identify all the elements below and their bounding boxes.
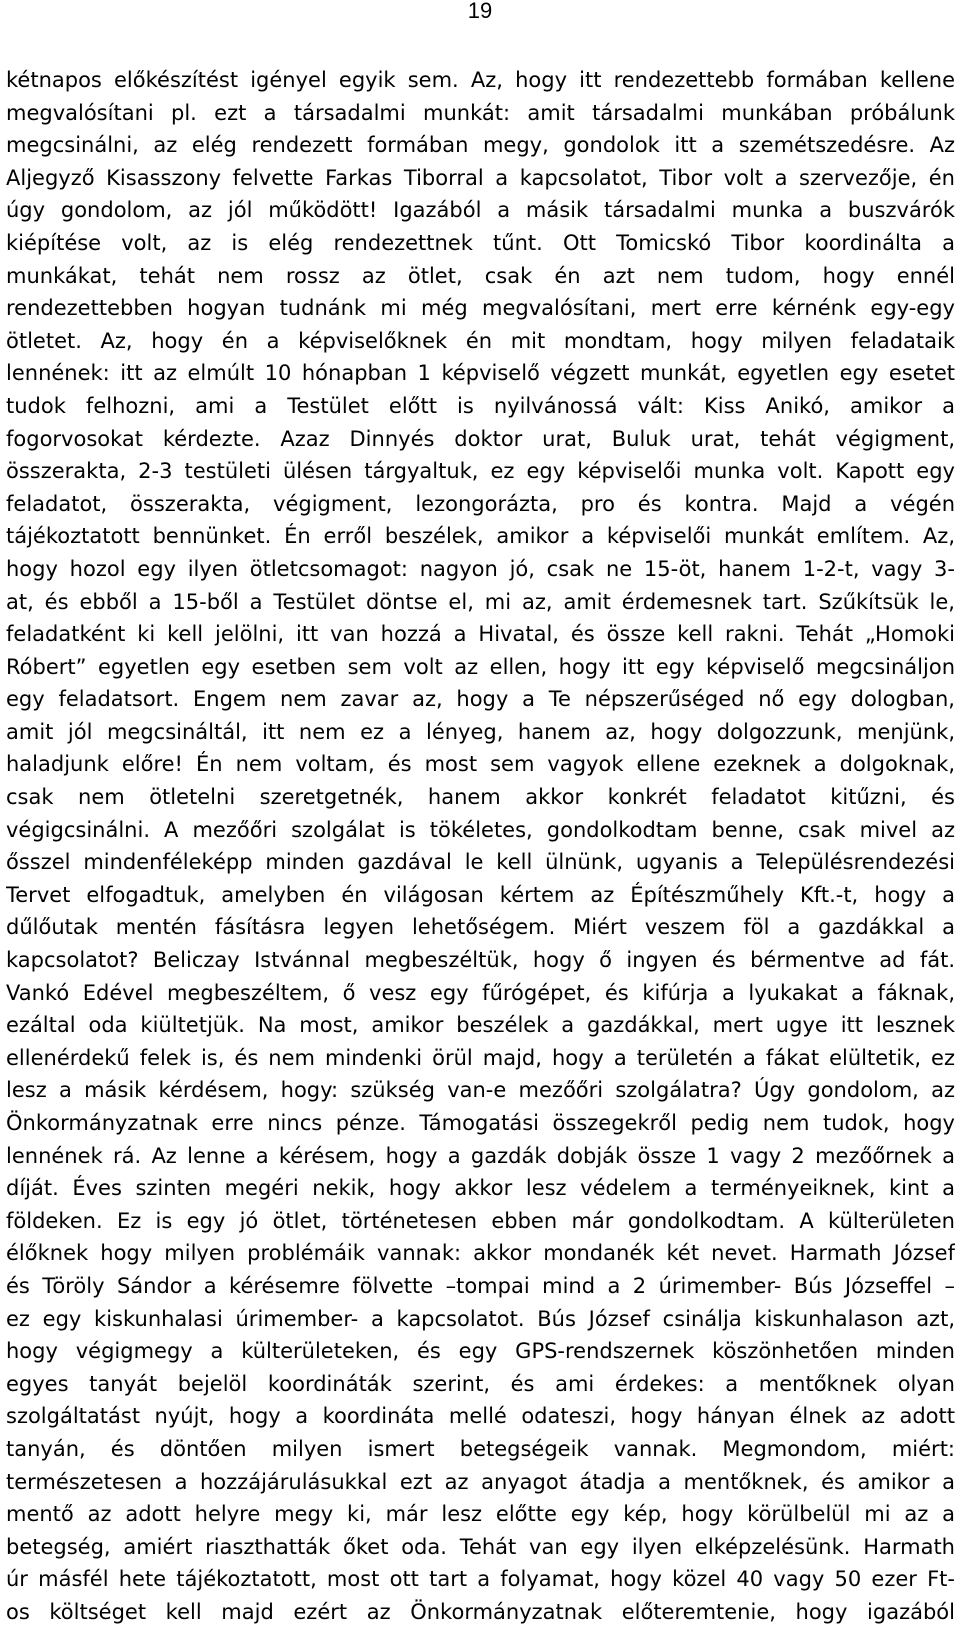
text-line: Aljegyző Kisasszony felvette Farkas Tiborral a kapcsolatot, Tibor volt a szervezője, én: [6, 165, 955, 190]
text-line: hogy hozol egy ilyen ötletcsomagot: nagyon jó, csak ne 15-öt, hanem 1-2-t, vagy 3-: [6, 556, 955, 581]
text-line: élőknek hogy milyen problémáik vannak: akkor mondanék két nevet. Harmath József: [6, 1241, 955, 1266]
text-line: csak nem ötletelni szeretgetnék, hanem akkor konkrét feladatot kitűzni, és: [6, 785, 955, 810]
text-line: természetesen a hozzájárulásukkal ezt az anyagot átadja a mentőknek, és amikor a: [6, 1469, 955, 1494]
text-line: tanyán, és döntően milyen ismert betegségeik vannak. Megmondom, miért:: [6, 1436, 955, 1461]
text-line: kiépítése volt, az is elég rendezettnek tűnt. Ott Tomicskó Tibor koordinálta a: [6, 230, 955, 255]
text-line: egyes tanyát bejelöl koordináták szerint, és ami érdekes: a mentőknek olyan: [6, 1371, 955, 1396]
text-line: tájékoztatott bennünket. Én erről beszélek, amikor a képviselői munkát említem. Az,: [6, 524, 955, 549]
text-line: mentő az adott helyre megy ki, már lesz előtte egy kép, hogy körülbelül mi az a: [6, 1502, 955, 1527]
text-line: munkákat, tehát nem rossz az ötlet, csak én azt nem tudom, hogy ennél: [6, 263, 955, 288]
text-line: Vankó Edével megbeszéltem, ő vesz egy fűrógépet, és kifúrja a lyukakat a fáknak,: [6, 980, 955, 1005]
text-line: ötletet. Az, hogy én a képviselőknek én mit mondtam, hogy milyen feladataik: [6, 328, 955, 353]
text-line: összerakta, 2-3 testületi ülésen tárgyaltuk, ez egy képviselői munka volt. Kapott egy: [6, 459, 955, 484]
text-line: megcsinálni, az elég rendezett formában megy, gondolok itt a szemétszedésre. Az: [6, 133, 955, 158]
text-line: amit jól megcsináltál, itt nem ez a lényeg, hanem az, hogy dolgozzunk, menjünk,: [6, 719, 955, 744]
text-line: végigcsinálni. A mezőőri szolgálat is tökéletes, gondolkodtam benne, csak mivel az: [6, 817, 955, 842]
text-line: lesz a másik kérdésem, hogy: szükség van-e mezőőri szolgálatra? Úgy gondolom, az: [6, 1078, 955, 1103]
text-line: Önkormányzatnak erre nincs pénze. Támogatási összegekről pedig nem tudok, hogy: [6, 1111, 955, 1135]
text-line: úr másfél hete tájékoztatott, most ott tart a folyamat, hogy közel 40 vagy 50 ezer Ft-: [6, 1567, 955, 1592]
text-line: Tervet elfogadtuk, amelyben én világosan kértem az Építészműhely Kft.-t, hogy a: [6, 882, 955, 907]
text-line: betegség, amiért riaszthatták őket oda. Tehát van egy ilyen elképzelésünk. Harmath: [6, 1534, 955, 1559]
page-number: 19: [467, 0, 493, 23]
text-line: feladatot, összerakta, végigment, lezongorázta, pro és kontra. Majd a végén: [6, 491, 955, 516]
text-line: szolgáltatást nyújt, hogy a koordináta mellé odateszi, hogy hányan élnek az adott: [6, 1404, 955, 1429]
text-line: haladjunk előre! Én nem voltam, és most sem vagyok ellene ezeknek a dolgoknak,: [6, 752, 955, 777]
text-line: rendezettebben hogyan tudnánk mi még megvalósítani, mert erre kérnénk egy-egy: [6, 296, 955, 321]
text-line: tudok felhozni, ami a Testület előtt is nyilvánossá vált: Kiss Anikó, amikor a: [6, 393, 955, 418]
text-line: Róbert” egyetlen egy esetben sem volt az ellen, hogy itt egy képviselő megcsináljon: [6, 654, 955, 679]
text-line: úgy gondolom, az jól működött! Igazából a másik társadalmi munka a buszvárók: [6, 198, 955, 223]
text-line: kapcsolatot? Beliczay Istvánnal megbeszéltük, hogy ő ingyen és bérmentve ad fát.: [6, 948, 955, 973]
text-line: lennének rá. Az lenne a kérésem, hogy a gazdák dobják össze 1 vagy 2 mezőőrnek a: [6, 1143, 955, 1168]
text-line: ellenérdekű felek is, és nem mindenki örül majd, hogy a területén a fákat elültetik, ez: [6, 1045, 955, 1070]
text-line: fogorvosokat kérdezte. Azaz Dinnyés doktor urat, Buluk urat, tehát végigment,: [6, 426, 955, 451]
text-line: feladatként ki kell jelölni, itt van hozzá a Hivatal, és össze kell rakni. Tehát „Homoki: [6, 622, 955, 647]
text-line: megvalósítani pl. ezt a társadalmi munkát: amit társadalmi munkában próbálunk: [6, 100, 955, 125]
text-line: és Töröly Sándor a kérésemre fölvette –tompai mind a 2 úrimember- Bús Józseffel –: [6, 1273, 955, 1298]
body-text: [6, 64, 955, 1629]
text-line: ősszel mindenféleképp minden gazdával le kell ülnünk, ugyanis a Településrendezési: [6, 850, 955, 875]
text-line: at, és ebből a 15-ből a Testület döntse el, mi az, amit érdemesnek tart. Szűkítsük le,: [6, 589, 955, 614]
text-line: lennének: itt az elmúlt 10 hónapban 1 képviselő végzett munkát, egyetlen egy esetet: [6, 361, 955, 386]
text-line: os költséget kell majd ezért az Önkormányzatnak előteremtenie, hogy igazából: [6, 1599, 955, 1624]
text-line: egy feladatsort. Engem nem zavar az, hogy a Te népszerűséged nő egy dologban,: [6, 687, 955, 712]
text-line: ez egy kiskunhalasi úrimember- a kapcsolatot. Bús József csinálja kiskunhalason azt,: [6, 1306, 955, 1331]
text-line: dűlőutak mentén fásításra legyen lehetőségem. Miért veszem föl a gazdákkal a: [6, 915, 955, 940]
text-line: kétnapos előkészítést igényel egyik sem. Az, hogy itt rendezettebb formában kellene: [6, 68, 955, 92]
text-line: földeken. Ez is egy jó ötlet, történetesen ebben már gondolkodtam. A külterületen: [6, 1208, 955, 1233]
text-line: díját. Éves szinten megéri nekik, hogy akkor lesz védelem a terményeiknek, kint a: [6, 1176, 955, 1201]
text-line: ezáltal oda kiültetjük. Na most, amikor beszélek a gazdákkal, mert ugye itt lesznek: [6, 1013, 955, 1038]
text-line: hogy végigmegy a külterületeken, és egy GPS-rendszernek köszönhetően minden: [6, 1339, 955, 1364]
